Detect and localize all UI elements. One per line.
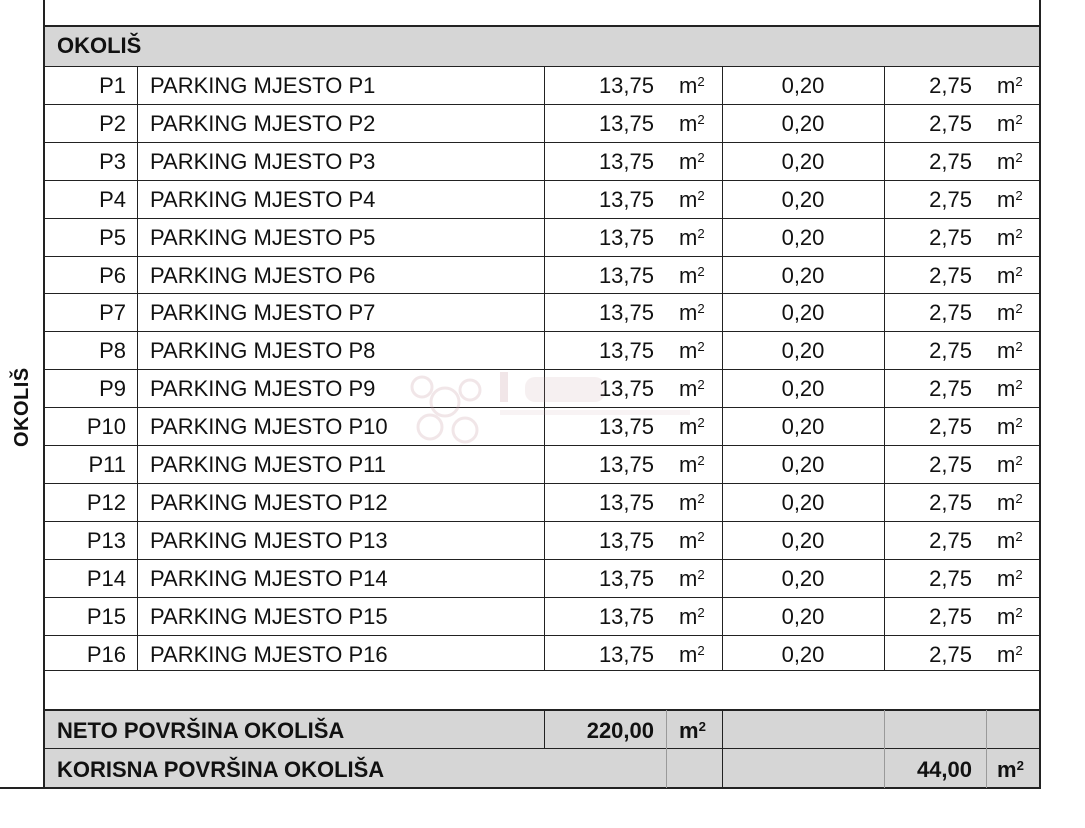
- row-id: P3: [99, 149, 126, 174]
- row-id: P14: [86, 566, 126, 591]
- row-coefficient: 0,20: [781, 187, 825, 212]
- row-useful-unit: $m^2$: [997, 566, 1023, 591]
- net-area-label: NETO POVRŠINA OKOLIŠA: [57, 718, 345, 743]
- row-coefficient: 0,20: [781, 225, 825, 250]
- row-useful-unit: $m^2$: [997, 414, 1023, 439]
- row-useful-unit: $m^2$: [997, 490, 1023, 515]
- row-area: 13,75: [598, 263, 654, 288]
- row-name: PARKING MJESTO P7: [150, 300, 376, 325]
- row-id: P16: [86, 642, 126, 667]
- row-name: PARKING MJESTO P2: [150, 111, 376, 136]
- row-coefficient: 0,20: [781, 566, 825, 591]
- section-header: OKOLIŠ: [57, 33, 142, 58]
- row-useful-area: 2,75: [929, 528, 972, 553]
- row-id: P11: [88, 452, 126, 477]
- row-area: 13,75: [598, 452, 654, 477]
- row-coefficient: 0,20: [781, 376, 825, 401]
- row-area: 13,75: [598, 149, 654, 174]
- row-useful-area: 2,75: [929, 376, 972, 401]
- row-coefficient: 0,20: [781, 263, 825, 288]
- row-useful-unit: $m^2$: [997, 452, 1023, 477]
- row-coefficient: 0,20: [781, 528, 825, 553]
- row-area-unit: $m^2$: [679, 300, 705, 325]
- row-useful-area: 2,75: [929, 187, 972, 212]
- row-id: P12: [86, 490, 126, 515]
- row-id: P13: [86, 528, 126, 553]
- row-id: P5: [99, 225, 126, 250]
- row-area: 13,75: [598, 225, 654, 250]
- row-useful-area: 2,75: [929, 414, 972, 439]
- row-useful-area: 2,75: [929, 490, 972, 515]
- row-coefficient: 0,20: [781, 338, 825, 363]
- row-name: PARKING MJESTO P3: [150, 149, 376, 174]
- net-area-value: 220,00: [586, 718, 654, 743]
- row-area-unit: $m^2$: [679, 187, 705, 212]
- row-area-unit: $m^2$: [679, 490, 705, 515]
- row-id: P6: [99, 263, 126, 288]
- row-useful-area: 2,75: [929, 604, 972, 629]
- row-useful-area: 2,75: [929, 452, 972, 477]
- row-area: 13,75: [598, 338, 654, 363]
- row-area: 13,75: [598, 566, 654, 591]
- row-coefficient: 0,20: [781, 490, 825, 515]
- row-area-unit: $m^2$: [679, 225, 705, 250]
- row-useful-unit: $m^2$: [997, 376, 1023, 401]
- useful-area-label: KORISNA POVRŠINA OKOLIŠA: [57, 757, 385, 782]
- row-useful-area: 2,75: [929, 263, 972, 288]
- row-coefficient: 0,20: [781, 452, 825, 477]
- row-area-unit: $m^2$: [679, 149, 705, 174]
- row-name: PARKING MJESTO P8: [150, 338, 376, 363]
- row-area: 13,75: [598, 300, 654, 325]
- row-name: PARKING MJESTO P10: [150, 414, 388, 439]
- row-id: P4: [99, 187, 126, 212]
- row-coefficient: 0,20: [781, 73, 825, 98]
- row-useful-area: 2,75: [929, 111, 972, 136]
- row-area: 13,75: [598, 642, 654, 667]
- row-name: PARKING MJESTO P5: [150, 225, 376, 250]
- row-name: PARKING MJESTO P4: [150, 187, 376, 212]
- row-useful-area: 2,75: [929, 73, 972, 98]
- row-area: 13,75: [598, 73, 654, 98]
- row-name: PARKING MJESTO P16: [150, 642, 388, 667]
- row-useful-area: 2,75: [929, 225, 972, 250]
- row-area: 13,75: [598, 528, 654, 553]
- row-id: P15: [86, 604, 126, 629]
- row-useful-unit: $m^2$: [997, 225, 1023, 250]
- row-useful-area: 2,75: [929, 300, 972, 325]
- row-area: 13,75: [598, 414, 654, 439]
- row-area: 13,75: [598, 187, 654, 212]
- row-useful-unit: $m^2$: [997, 642, 1023, 667]
- row-area-unit: $m^2$: [679, 338, 705, 363]
- row-area-unit: $m^2$: [679, 528, 705, 553]
- row-name: PARKING MJESTO P11: [150, 452, 386, 477]
- row-coefficient: 0,20: [781, 604, 825, 629]
- row-useful-area: 2,75: [929, 338, 972, 363]
- row-useful-unit: $m^2$: [997, 338, 1023, 363]
- row-useful-area: 2,75: [929, 642, 972, 667]
- row-area: 13,75: [598, 490, 654, 515]
- row-useful-unit: $m^2$: [997, 263, 1023, 288]
- row-useful-area: 2,75: [929, 566, 972, 591]
- row-area-unit: $m^2$: [679, 414, 705, 439]
- row-coefficient: 0,20: [781, 300, 825, 325]
- row-area-unit: $m^2$: [679, 566, 705, 591]
- row-useful-unit: $m^2$: [997, 73, 1023, 98]
- useful-area-unit: $m^2$: [997, 757, 1024, 782]
- row-name: PARKING MJESTO P14: [150, 566, 388, 591]
- row-coefficient: 0,20: [781, 149, 825, 174]
- row-id: P7: [99, 300, 126, 325]
- row-id: P10: [86, 414, 126, 439]
- row-area-unit: $m^2$: [679, 604, 705, 629]
- row-id: P9: [99, 376, 126, 401]
- row-area-unit: $m^2$: [679, 263, 705, 288]
- row-id: P2: [99, 111, 126, 136]
- row-useful-unit: $m^2$: [997, 149, 1023, 174]
- net-area-unit: $m^2$: [679, 718, 706, 743]
- row-area-unit: $m^2$: [679, 111, 705, 136]
- row-coefficient: 0,20: [781, 414, 825, 439]
- row-useful-area: 2,75: [929, 149, 972, 174]
- row-area: 13,75: [598, 604, 654, 629]
- row-area-unit: $m^2$: [679, 452, 705, 477]
- row-name: PARKING MJESTO P15: [150, 604, 388, 629]
- row-name: PARKING MJESTO P13: [150, 528, 388, 553]
- row-area: 13,75: [598, 111, 654, 136]
- row-area-unit: $m^2$: [679, 642, 705, 667]
- useful-area-value: 44,00: [916, 757, 972, 782]
- row-useful-unit: $m^2$: [997, 300, 1023, 325]
- row-id: P1: [99, 73, 126, 98]
- row-useful-unit: $m^2$: [997, 528, 1023, 553]
- row-coefficient: 0,20: [781, 642, 825, 667]
- row-name: PARKING MJESTO P1: [150, 73, 376, 98]
- row-coefficient: 0,20: [781, 111, 825, 136]
- row-area: 13,75: [598, 376, 654, 401]
- row-area-unit: $m^2$: [679, 376, 705, 401]
- row-name: PARKING MJESTO P12: [150, 490, 388, 515]
- row-useful-unit: $m^2$: [997, 187, 1023, 212]
- row-id: P8: [99, 338, 126, 363]
- side-section-label: OKOLIŠ: [11, 367, 33, 447]
- row-area-unit: $m^2$: [679, 73, 705, 98]
- row-useful-unit: $m^2$: [997, 111, 1023, 136]
- row-name: PARKING MJESTO P6: [150, 263, 376, 288]
- row-name: PARKING MJESTO P9: [150, 376, 376, 401]
- row-useful-unit: $m^2$: [997, 604, 1023, 629]
